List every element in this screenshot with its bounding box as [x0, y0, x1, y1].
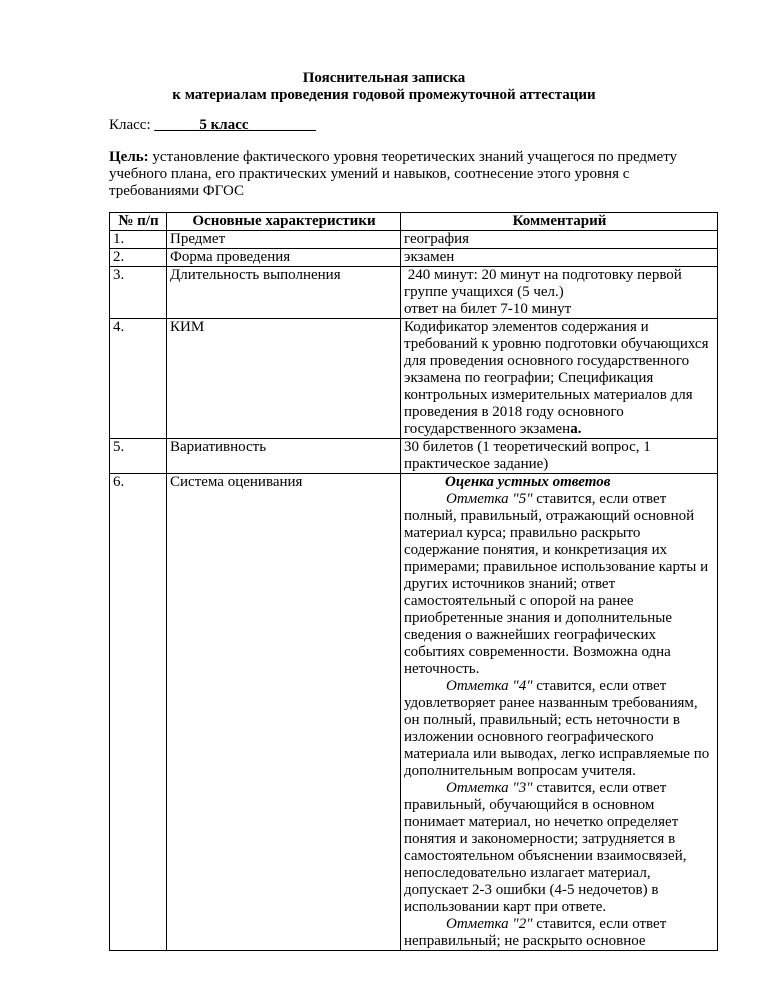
class-line	[109, 116, 316, 134]
table-row	[110, 249, 718, 267]
class-blank-after: _________	[248, 117, 317, 133]
grade-paragraph-5	[404, 491, 715, 678]
row-number: 2.	[110, 249, 167, 267]
table-row	[110, 319, 718, 439]
grade-paragraph-4	[404, 678, 715, 780]
duration-answer-text: ответ на билет 7-10 минут	[404, 301, 572, 317]
kim-text-tail: а.	[570, 421, 582, 437]
kim-text: Кодификатор элементов содержания и требований к уровню подготовки обучающихся для проведения основного государственного экзамена по географии; Спецификация контрольных измерительных материалов для проведения в 2018 году основного государственного экзамен	[404, 319, 709, 437]
goal-text: установление фактического уровня теоретических знаний учащегося по предмету учебного плана, его практических умений и навыков, соотнесение этого уровня с требованиями ФГОС	[109, 149, 678, 199]
header-characteristics: Основные характеристики	[167, 213, 401, 231]
characteristics-table	[109, 212, 718, 951]
table-row	[110, 474, 718, 951]
class-blank-before: ______	[154, 117, 200, 133]
row-characteristic: Длительность выполнения	[167, 267, 401, 319]
row-characteristic: Форма проведения	[167, 249, 401, 267]
document-title: Пояснительная записка	[302, 70, 466, 86]
grade-text-3: ставится, если ответ правильный, обучающийся в основном понимает материал, но нечетко определяет понятия и закономерности; затрудняется в самостоятельном объяснении взаимосвязей, непоследовательно излагает материал, допускает 2-3 ошибки (4-5 недочетов) в использовании карт при ответе.	[404, 780, 687, 915]
row-number: 5.	[110, 439, 167, 474]
row-number: 3.	[110, 267, 167, 319]
table-header-row	[110, 213, 718, 231]
header-comment: Комментарий	[401, 213, 718, 231]
grade-label-2: Отметка "2"	[446, 916, 533, 932]
grade-label-5: Отметка "5"	[446, 491, 533, 507]
row-characteristic: Система оценивания	[167, 474, 401, 951]
table-row	[110, 267, 718, 319]
grading-heading: Оценка устных ответов	[445, 474, 611, 490]
grade-text-2: ставится, если ответ неправильный; не раскрыто основное	[404, 916, 667, 949]
grade-label-3: Отметка "3"	[446, 780, 533, 796]
grade-text-5: ставится, если ответ полный, правильный, отражающий основной материал курса; правильно раскрыто содержание понятия, и конкретизация их примерами; правильное использование карты и других источников знаний; ответ самостоятельный с опорой на ранее приобретенные знания и дополнительные сведения о важнейших географических событиях современности. Возможна одна неточность.	[404, 491, 709, 677]
row-number: 6.	[110, 474, 167, 951]
table-row	[110, 439, 718, 474]
row-comment: экзамен	[401, 249, 718, 267]
class-label: Класс:	[109, 117, 155, 133]
row-number: 1.	[110, 231, 167, 249]
grade-label-4: Отметка "4"	[446, 678, 533, 694]
row-characteristic: Вариативность	[167, 439, 401, 474]
row-comment: 30 билетов (1 теоретический вопрос, 1 практическое задание)	[401, 439, 718, 474]
grade-paragraph-2	[404, 916, 715, 950]
row-number: 4.	[110, 319, 167, 439]
row-comment	[401, 474, 718, 951]
goal-paragraph	[109, 149, 699, 200]
row-comment	[401, 267, 718, 319]
goal-label: Цель:	[109, 149, 149, 165]
duration-text: 240 минут: 20 минут на подготовку первой группе учащихся (5 чел.)	[404, 267, 686, 300]
grade-paragraph-3	[404, 780, 715, 916]
table-row	[110, 231, 718, 249]
document-subtitle: к материалам проведения годовой промежуточной аттестации	[172, 87, 596, 103]
class-value: 5 класс	[199, 117, 249, 133]
row-characteristic: КИМ	[167, 319, 401, 439]
header-number: № п/п	[110, 213, 167, 231]
row-comment: география	[401, 231, 718, 249]
row-comment	[401, 319, 718, 439]
row-characteristic: Предмет	[167, 231, 401, 249]
grade-text-4: ставится, если ответ удовлетворяет ранее названным требованиям, он полный, правильный; есть неточности в изложении основного географического материала или выводах, легко исправляемые по дополнительным вопросам учителя.	[404, 678, 710, 779]
